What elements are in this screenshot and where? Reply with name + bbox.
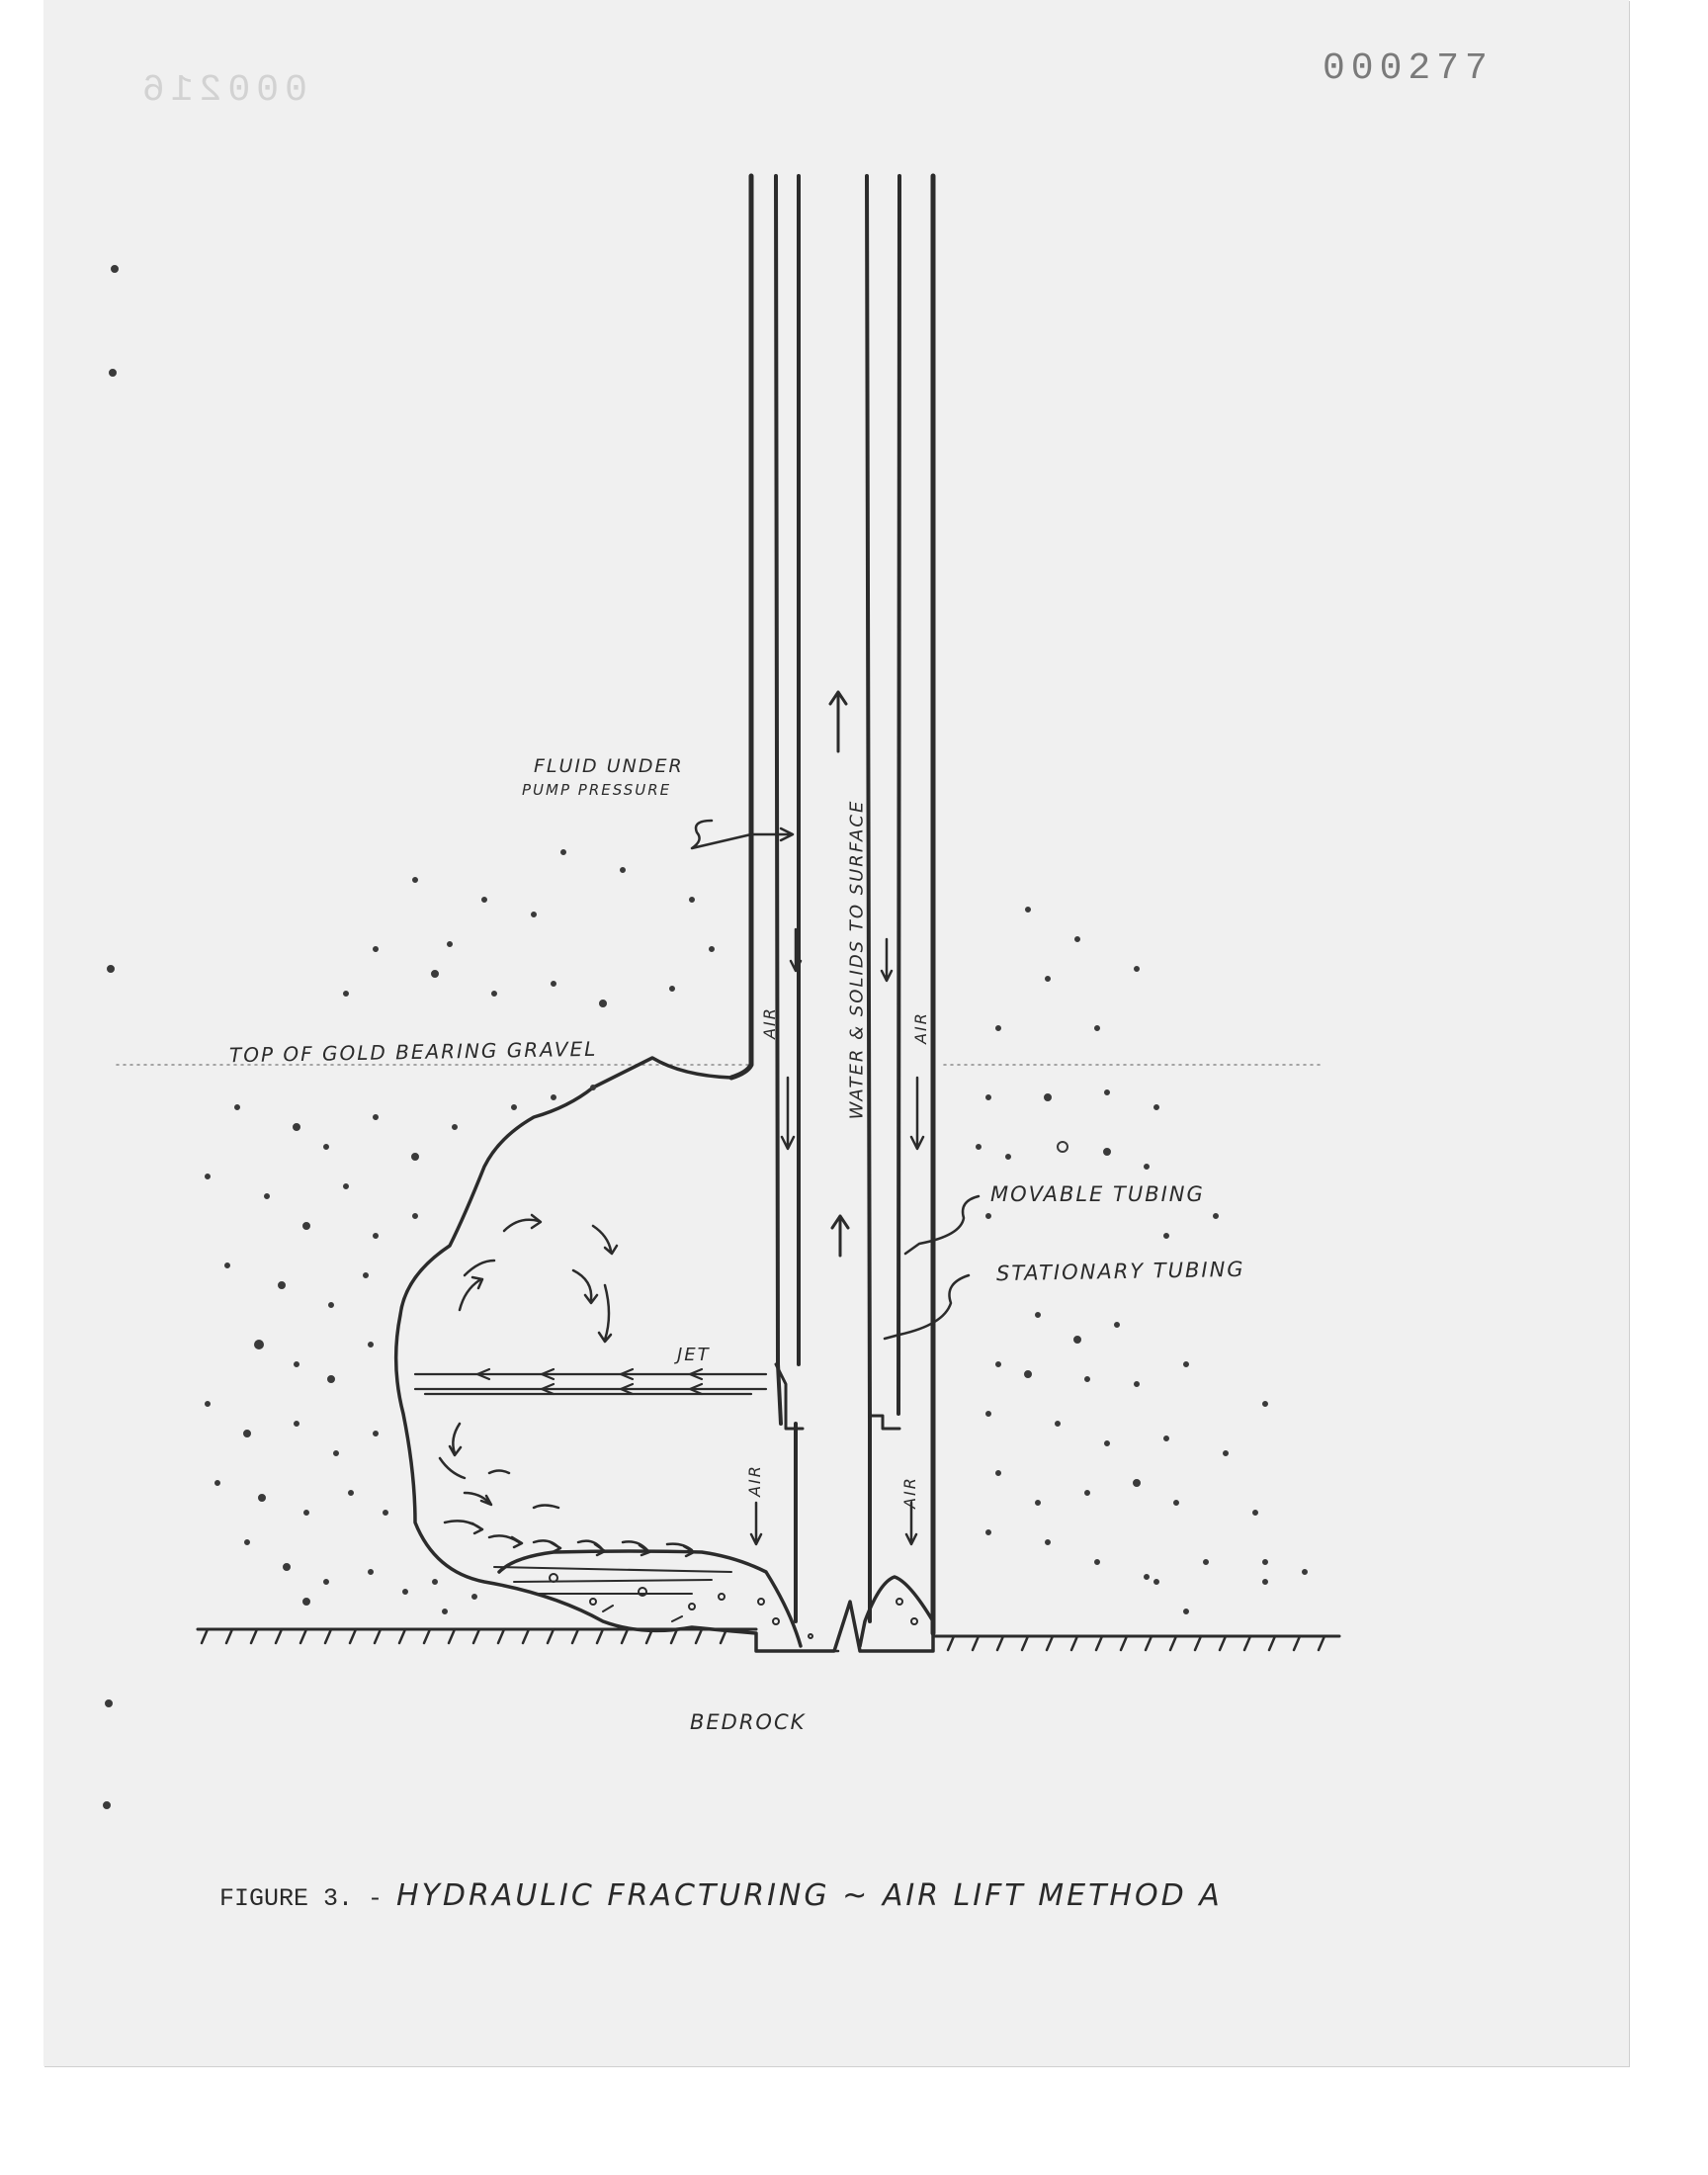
figure-caption-prefix: FIGURE 3. - <box>219 1884 384 1913</box>
tubing-end-right <box>870 1416 899 1429</box>
movable-tubing-label: MOVABLE TUBING <box>990 1182 1205 1206</box>
figure-caption <box>219 1878 1223 1913</box>
water-solids-label: WATER & SOLIDS TO SURFACE <box>846 799 868 1120</box>
swirl-arrows <box>440 1215 694 1556</box>
movable-tubing-right <box>898 176 899 1414</box>
jet-label: JET <box>677 1345 711 1365</box>
jet-arrows <box>415 1369 766 1394</box>
air-label-left-upper: AIR <box>759 1006 779 1039</box>
stationary-tubing-left <box>796 176 799 1621</box>
movable-tubing-pointer <box>905 1196 979 1254</box>
top-of-gravel-label: TOP OF GOLD BEARING GRAVEL <box>228 1036 598 1068</box>
air-label-right-upper: AIR <box>910 1011 930 1044</box>
cavity-outline <box>396 1058 933 1651</box>
upflow-arrows <box>830 692 848 1256</box>
stationary-tubing-label: STATIONARY TUBING <box>995 1257 1245 1286</box>
fluid-under-pressure-label-2: PUMP PRESSURE <box>522 781 672 799</box>
air-label-right-lower: AIR <box>899 1476 919 1509</box>
figure-caption-title: HYDRAULIC FRACTURING ~ AIR LIFT METHOD A <box>396 1878 1223 1913</box>
gravel-speckle <box>104 266 1307 1808</box>
stationary-tubing-right <box>867 176 870 1621</box>
bleed-through-number: 000216 <box>136 69 307 112</box>
movable-tubing-left <box>776 176 781 1424</box>
bedrock-hatching <box>202 1629 1324 1651</box>
outer-casing-left <box>731 176 751 1078</box>
bedrock-label: BEDROCK <box>690 1710 807 1734</box>
page-number: 000277 <box>1323 47 1494 90</box>
air-label-left-lower: AIR <box>744 1464 764 1497</box>
fluid-under-pressure-label-1: FLUID UNDER <box>534 755 684 777</box>
